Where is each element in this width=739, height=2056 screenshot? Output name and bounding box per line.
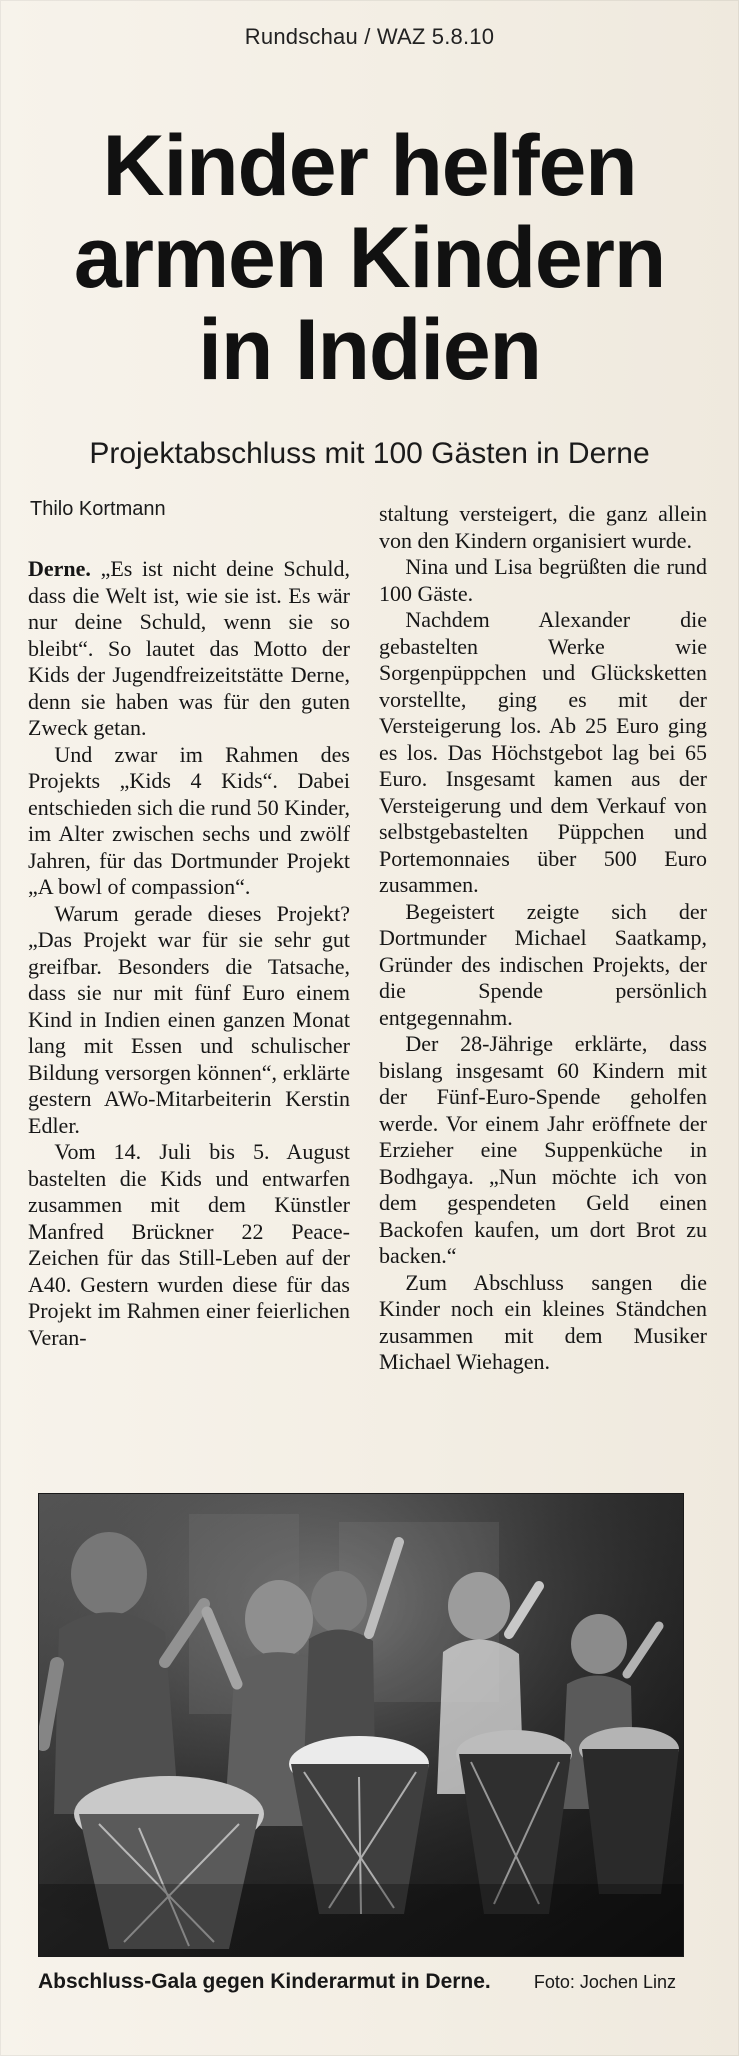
photo-caption-row — [38, 1970, 682, 1994]
dateline: Derne. — [28, 556, 91, 581]
paragraph: Vom 14. Juli bis 5. August bastelten die Kids und entwarfen zusammen mit dem Künstler Manfred Brückner 22 Peace-Zeichen für das Still-Leben auf der A40. Gestern wurden diese für das Projekt im Rahmen einer feierlichen Veran- — [28, 1139, 350, 1350]
paragraph-text: „Es ist nicht deine Schuld, dass die Welt ist, wie sie ist. Es wär nur deine Schuld, wenn sie so bleibt“. So lautet das Motto der Kids der Jugendfreizeitstätte Derne, denn sie haben was für den guten Zweck getan. — [28, 556, 350, 740]
paragraph: staltung versteigert, die ganz allein von den Kindern organisiert wurde. — [379, 501, 707, 553]
publication-source: Rundschau / WAZ 5.8.10 — [244, 24, 495, 49]
paragraph: Zum Abschluss sangen die Kinder noch ein kleines Ständchen zusammen mit dem Musiker Michael Wiehagen. — [379, 1269, 707, 1374]
photo-caption: Abschluss-Gala gegen Kinderarmut in Derne. — [38, 1970, 491, 1993]
headline-line-1: Kinder helfen — [102, 117, 637, 214]
photo-credit: Foto: Jochen Linz — [533, 1972, 676, 1992]
drumming-children-photo — [39, 1494, 683, 1956]
paragraph: Nina und Lisa begrüßten die rund 100 Gäste. — [379, 554, 707, 606]
paragraph: Nachdem Alexander die gebastelten Werke wie Sorgenpüppchen und Glücksketten vorstellte, ging es mit der Versteigerung los. Ab 25 Euro ging es los. Das Höchstgebot lag bei 65 Euro. Insgesamt kamen aus der Versteigerung und dem Verkauf von selbstgebastelten Püppchen und Portemonnaies über 500 Euro zusammen. — [379, 607, 707, 897]
subheadline: Projektabschluss mit 100 Gästen in Derne — [89, 437, 650, 470]
headline-line-3: in Indien — [198, 301, 541, 398]
article-column-right — [379, 501, 707, 1376]
paragraph: Warum gerade dieses Projekt? „Das Projekt war für sie sehr gut greifbar. Besonders die Tatsache, dass sie nur mit fünf Euro einem Kind in Indien einen ganzen Monat lang mit Essen und schulischer Bildung versorgen können“, erklärte gestern AWo-Mitarbeiterin Kerstin Edler. — [28, 900, 350, 1138]
article-column-left — [28, 556, 350, 1351]
author-byline: Thilo Kortmann — [30, 498, 166, 520]
paragraph: Begeistert zeigte sich der Dortmunder Michael Saatkamp, Gründer des indischen Projekts, der die Spende persönlich entgegennahm. — [379, 898, 707, 1030]
paragraph: Und zwar im Rahmen des Projekts „Kids 4 Kids“. Dabei entschieden sich die rund 50 Kinder, im Alter zwischen sechs und zwölf Jahren, für das Dortmunder Projekt „A bowl of compassion“. — [28, 741, 350, 899]
paragraph — [28, 556, 350, 742]
headline — [20, 117, 719, 398]
article-photo — [38, 1493, 684, 1957]
headline-line-2: armen Kindern — [73, 209, 666, 306]
paragraph: Der 28-Jährige erklärte, dass bislang insgesamt 60 Kindern mit der Fünf-Euro-Spende geholfen werde. Vor einem Jahr eröffnete der Erzieher eine Suppenküche in Bodhgaya. „Nun möchte ich von dem gespendeten Geld einen Backofen kaufen, um dort Brot zu backen.“ — [379, 1031, 707, 1268]
